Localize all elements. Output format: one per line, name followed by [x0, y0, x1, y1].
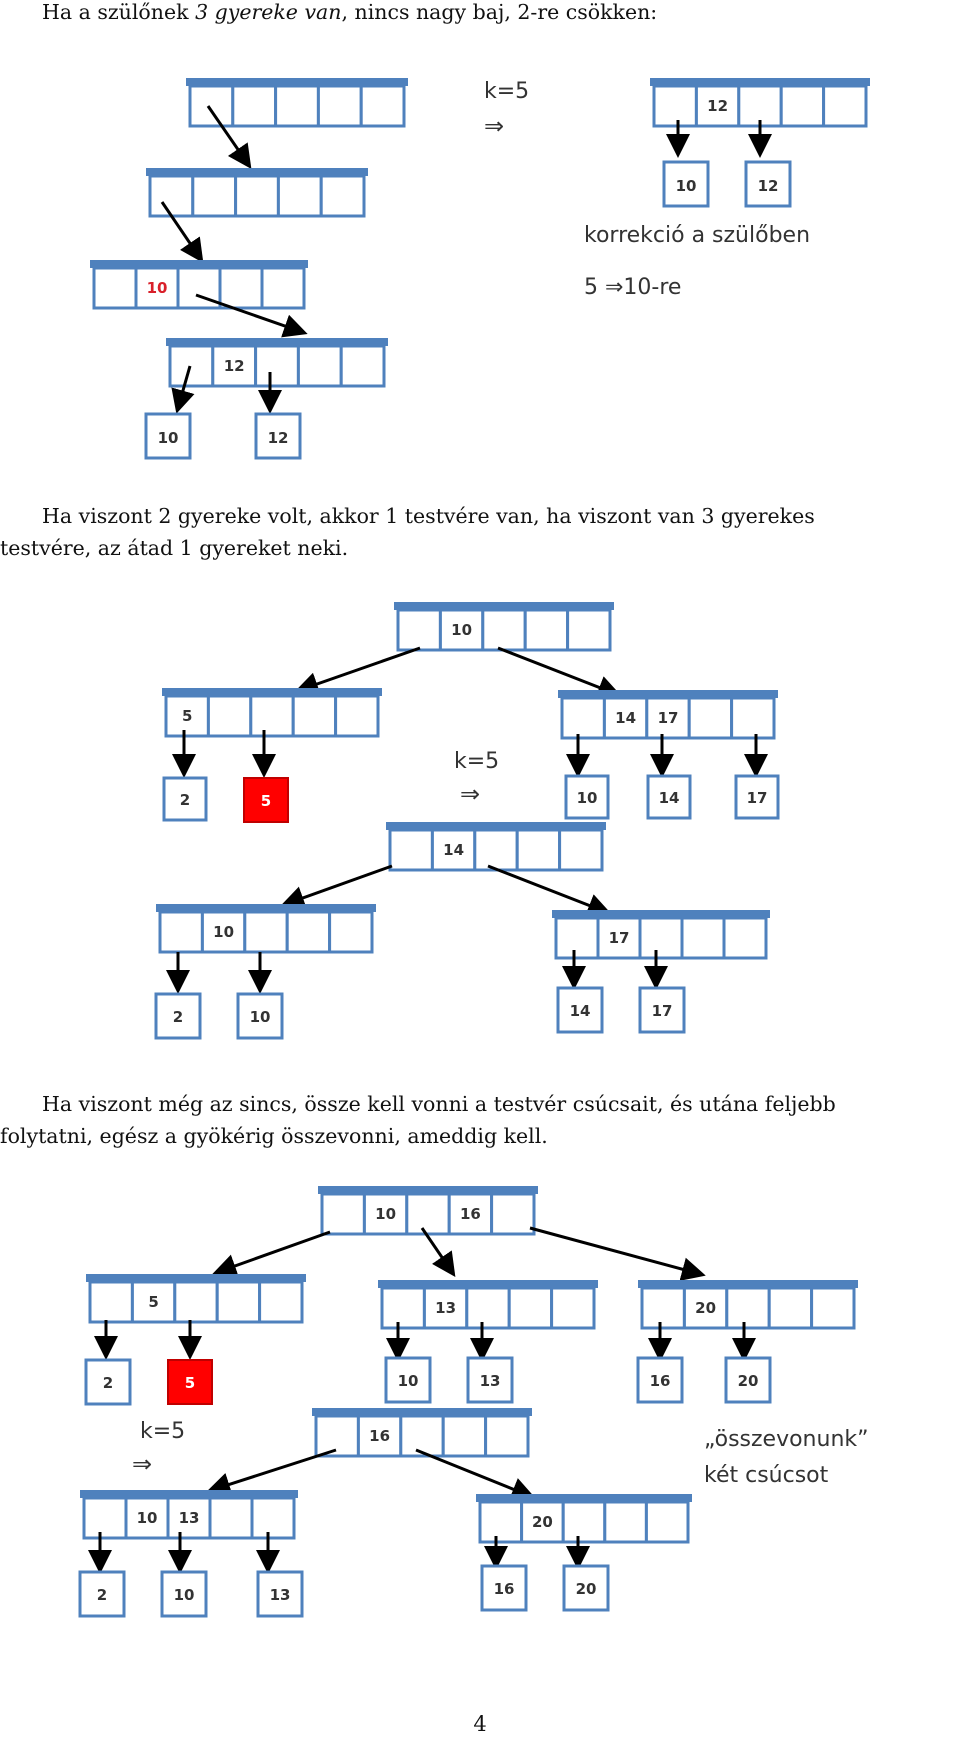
note-change: 5 ⇒10-re: [584, 275, 682, 300]
paragraph-1: Ha a szülőnek 3 gyereke van, nincs nagy baj, 2-re csökken:: [42, 0, 658, 24]
node-cell: [560, 830, 602, 870]
leaf-node: [564, 1566, 608, 1610]
node-key: 16: [369, 1427, 391, 1445]
svg-text:20: 20: [737, 1372, 759, 1390]
node-cell: [276, 86, 319, 126]
node-key: 12: [223, 357, 245, 375]
leaf-node: [558, 988, 602, 1032]
node-cell: [525, 610, 567, 650]
paragraph-2: Ha viszont 2 gyereke volt, akkor 1 testvére van, ha viszont van 3 gyerekes: [42, 504, 815, 528]
k-label: k=5: [140, 1419, 186, 1444]
node-cell: [94, 268, 136, 308]
node-key: 10: [375, 1205, 397, 1223]
diagram-2: [0, 598, 960, 1048]
node-cell: [336, 696, 378, 736]
svg-text:2: 2: [179, 791, 191, 809]
svg-text:14: 14: [569, 1002, 591, 1020]
svg-text:2: 2: [96, 1586, 108, 1604]
paragraph-3-cont: folytatni, egész a gyökérig összevonni, ameddig kell.: [0, 1124, 548, 1148]
leaf-node: [640, 988, 684, 1032]
svg-text:12: 12: [267, 429, 289, 447]
node-cell: [252, 1498, 294, 1538]
tree-node: [378, 1280, 598, 1328]
node-key: 10: [136, 1509, 158, 1527]
svg-text:13: 13: [479, 1372, 501, 1390]
node-cell: [160, 912, 202, 952]
diagram-3: [0, 1182, 960, 1622]
svg-text:10: 10: [157, 429, 179, 447]
leaf-node: [566, 776, 608, 818]
node-key: 20: [695, 1299, 717, 1317]
tree-node: [86, 1274, 306, 1322]
node-cell: [293, 696, 335, 736]
node-cell: [278, 176, 321, 216]
node-cell: [568, 610, 610, 650]
svg-text:2: 2: [102, 1374, 114, 1392]
tree-node: [318, 1186, 538, 1234]
node-cell: [824, 86, 866, 126]
tree-node: [476, 1494, 692, 1542]
implies-arrow: ⇒: [484, 112, 505, 140]
k-label: k=5: [454, 749, 500, 774]
node-cell: [475, 830, 517, 870]
leaf-node-deleted: [244, 778, 288, 822]
node-key: 5: [181, 707, 193, 725]
svg-text:10: 10: [576, 789, 598, 807]
node-cell: [640, 918, 682, 958]
node-cell: [724, 918, 766, 958]
node-cell: [605, 1502, 647, 1542]
svg-text:17: 17: [746, 789, 768, 807]
leaf-node: [162, 1572, 206, 1616]
tree-node: [186, 78, 408, 126]
node-cell: [407, 1194, 449, 1234]
node-cell: [689, 698, 731, 738]
svg-text:10: 10: [397, 1372, 419, 1390]
node-cell: [236, 176, 279, 216]
node-key: 14: [615, 709, 637, 727]
node-cell: [318, 86, 361, 126]
leaf-node: [746, 162, 790, 206]
node-cell: [233, 86, 276, 126]
note-correction: korrekció a szülőben: [584, 223, 811, 248]
node-cell: [480, 1502, 522, 1542]
svg-text:20: 20: [575, 1580, 597, 1598]
leaf-node: [258, 1572, 302, 1616]
note-merge: „összevonunk”: [704, 1427, 869, 1452]
node-cell: [175, 1282, 217, 1322]
node-cell: [382, 1288, 424, 1328]
node-cell: [467, 1288, 509, 1328]
node-key: 20: [531, 1513, 553, 1531]
leaf-node: [86, 1360, 130, 1404]
svg-text:12: 12: [757, 177, 779, 195]
tree-node: [156, 904, 376, 952]
paragraph-3: Ha viszont még az sincs, össze kell vonni a testvér csúcsait, és utána feljebb: [42, 1092, 836, 1116]
leaf-node: [164, 778, 206, 820]
node-cell: [245, 912, 287, 952]
tree-node: [650, 78, 870, 126]
node-cell: [210, 1498, 252, 1538]
implies-arrow: ⇒: [460, 780, 481, 808]
tree-node: [394, 602, 614, 650]
node-cell: [732, 698, 774, 738]
node-cell: [401, 1416, 443, 1456]
node-cell: [193, 176, 236, 216]
leaf-node: [386, 1358, 430, 1402]
svg-text:13: 13: [269, 1586, 291, 1604]
node-key: 10: [213, 923, 235, 941]
tree-node: [312, 1408, 532, 1456]
node-cell: [390, 830, 432, 870]
svg-text:16: 16: [493, 1580, 515, 1598]
node-cell: [642, 1288, 684, 1328]
node-key: 5: [148, 1293, 159, 1311]
node-cell: [781, 86, 823, 126]
leaf-node-deleted: [168, 1360, 212, 1404]
leaf-node: [256, 414, 300, 458]
node-cell: [654, 86, 696, 126]
tree-node: [162, 688, 382, 736]
leaf-node: [664, 162, 708, 206]
node-cell: [443, 1416, 485, 1456]
node-cell: [517, 830, 559, 870]
svg-text:10: 10: [249, 1008, 271, 1026]
tree-node: [146, 168, 368, 216]
note-two-nodes: két csúcsot: [704, 1463, 829, 1488]
node-key: 12: [707, 97, 729, 115]
node-cell: [208, 696, 250, 736]
implies-arrow: ⇒: [132, 1450, 153, 1478]
node-key: 10: [451, 621, 473, 639]
node-cell: [256, 346, 299, 386]
node-key: 16: [459, 1205, 481, 1223]
node-key: 17: [608, 929, 630, 947]
svg-text:14: 14: [658, 789, 680, 807]
node-cell: [298, 346, 341, 386]
node-cell: [322, 1194, 364, 1234]
node-cell: [316, 1416, 358, 1456]
node-cell: [190, 86, 233, 126]
svg-text:10: 10: [173, 1586, 195, 1604]
node-cell: [170, 346, 213, 386]
node-cell: [262, 268, 304, 308]
node-cell: [321, 176, 364, 216]
tree-node: [386, 822, 606, 870]
leaf-node: [468, 1358, 512, 1402]
node-cell: [260, 1282, 302, 1322]
svg-text:2: 2: [172, 1008, 184, 1026]
node-cell: [398, 610, 440, 650]
leaf-node: [726, 1358, 770, 1402]
node-cell: [562, 698, 604, 738]
leaf-node: [736, 776, 778, 818]
diagram-1: [0, 70, 960, 470]
node-cell: [150, 176, 193, 216]
node-cell: [509, 1288, 551, 1328]
leaf-node: [80, 1572, 124, 1616]
node-cell: [812, 1288, 854, 1328]
leaf-node: [482, 1566, 526, 1610]
tree-node: [90, 260, 308, 308]
node-cell: [486, 1416, 528, 1456]
node-cell: [556, 918, 598, 958]
node-cell: [84, 1498, 126, 1538]
node-key: 10: [146, 279, 168, 297]
node-cell: [727, 1288, 769, 1328]
node-cell: [217, 1282, 259, 1322]
svg-text:5: 5: [260, 792, 272, 810]
leaf-node: [648, 776, 690, 818]
node-key: 13: [178, 1509, 200, 1527]
svg-text:10: 10: [675, 177, 697, 195]
node-key: 13: [435, 1299, 457, 1317]
svg-text:5: 5: [184, 1374, 196, 1392]
node-cell: [361, 86, 404, 126]
node-cell: [341, 346, 384, 386]
tree-node: [80, 1490, 298, 1538]
page-number: 4: [473, 1712, 487, 1736]
tree-node: [166, 338, 388, 386]
node-cell: [492, 1194, 534, 1234]
leaf-node: [146, 414, 190, 458]
node-cell: [287, 912, 329, 952]
tree-node: [558, 690, 778, 738]
leaf-node: [156, 994, 200, 1038]
node-cell: [682, 918, 724, 958]
node-key: 14: [443, 841, 465, 859]
node-cell: [483, 610, 525, 650]
paragraph-2-cont: testvére, az átad 1 gyereket neki.: [0, 536, 349, 560]
svg-text:16: 16: [649, 1372, 671, 1390]
tree-node: [638, 1280, 858, 1328]
node-cell: [330, 912, 372, 952]
node-cell: [563, 1502, 605, 1542]
node-cell: [552, 1288, 594, 1328]
tree-node: [552, 910, 770, 958]
node-cell: [220, 268, 262, 308]
node-cell: [769, 1288, 811, 1328]
node-cell: [90, 1282, 132, 1322]
leaf-node: [638, 1358, 682, 1402]
node-key: 17: [657, 709, 679, 727]
node-cell: [646, 1502, 688, 1542]
node-cell: [251, 696, 293, 736]
svg-text:17: 17: [651, 1002, 673, 1020]
leaf-node: [238, 994, 282, 1038]
k-label: k=5: [484, 79, 530, 104]
